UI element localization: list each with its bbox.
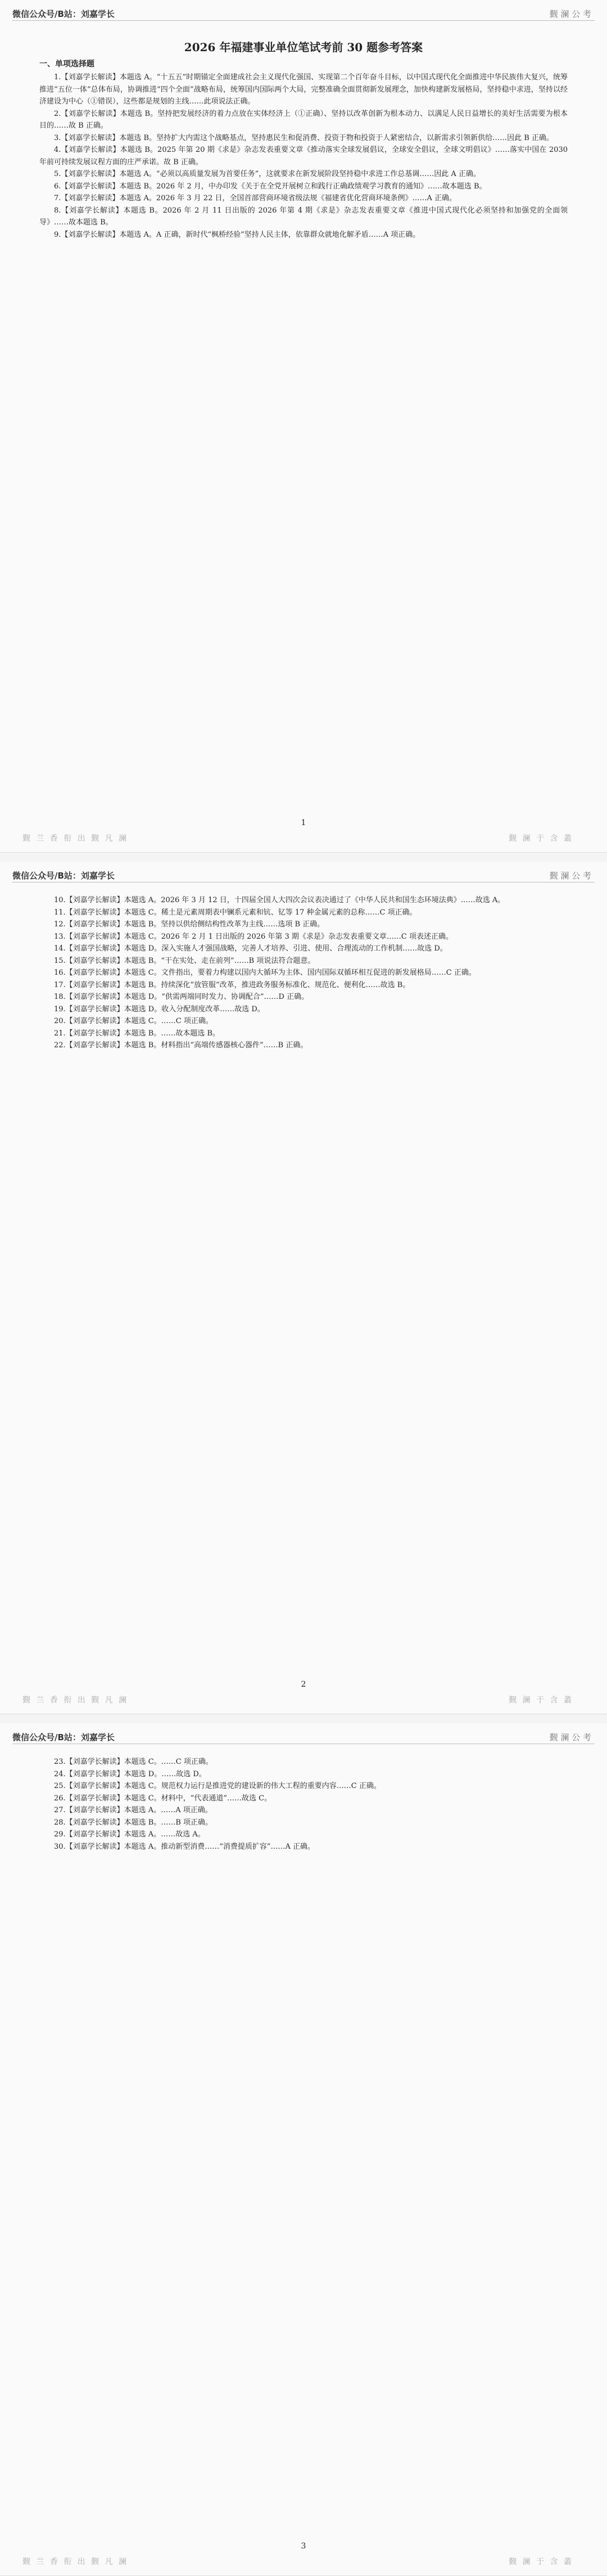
answer-paragraph: 13.【刘嘉学长解读】本题选 C。2026 年 2 月 1 日出版的 2026 年第 3 期《求是》杂志发表重要文章……C 项表述正确。 (54, 932, 454, 941)
answer-paragraph: 18.【刘嘉学长解读】本题选 D。“供需两端同时发力、协调配合”……D 正确。 (54, 993, 309, 1001)
footer-right: 觐 澜 于 含 叢 (509, 834, 573, 843)
answer-paragraph: 26.【刘嘉学长解读】本题选 C。材料中，“代表通道”……故选 C。 (54, 1794, 272, 1803)
answer-paragraph: 8.【刘嘉学长解读】本题选 B。2026 年 2 月 11 日出版的 2026 年第 4 期《求是》杂志发表重要文章《推进中国式现代化必须坚持和加强党的全面领导》……故本题选 B。 (39, 206, 568, 227)
answer-paragraph: 16.【刘嘉学长解读】本题选 C。文件指出，要着力构建以国内大循环为主体、国内国际双循环相互促进的新发展格局……C 正确。 (54, 969, 476, 977)
footer-right: 觐 澜 于 含 叢 (509, 2557, 573, 2566)
page-number: 3 (301, 2542, 306, 2551)
header-right: 觐 澜 公 考 (549, 871, 591, 881)
page-number: 2 (301, 1680, 306, 1689)
answer-paragraph: 29.【刘嘉学长解读】本题选 A。……故选 A。 (54, 1830, 205, 1839)
page-2 (0, 862, 607, 1714)
page-1 (0, 0, 607, 853)
answer-paragraph: 7.【刘嘉学长解读】本题选 A。2026 年 3 月 22 日，全国首部营商环境省级法规《福建省优化营商环境条例》……A 正确。 (54, 194, 457, 202)
footer-left: 觐 兰 香 衔 出 觐 凡 澜 (22, 834, 129, 843)
section-heading: 一、单项选择题 (39, 60, 94, 69)
answer-paragraph: 19.【刘嘉学长解读】本题选 D。收入分配制度改革……故选 D。 (54, 1005, 265, 1014)
answer-paragraph: 3.【刘嘉学长解读】本题选 B。坚持扩大内需这个战略基点，坚持惠民生和促消费、投资于物和投资于人紧密结合，以新需求引领新供给……因此 B 正确。 (54, 133, 554, 142)
answer-paragraph: 30.【刘嘉学长解读】本题选 A。推动新型消费……“消费提质扩容”……A 正确。 (54, 1842, 315, 1851)
answer-paragraph: 25.【刘嘉学长解读】本题选 C。规范权力运行是推进党的建设新的伟大工程的重要内容……C 正确。 (54, 1782, 381, 1790)
answer-paragraph: 21.【刘嘉学长解读】本题选 B。……故本题选 B。 (54, 1029, 220, 1038)
header-left: 微信公众号/B站：刘嘉学长 (12, 1732, 115, 1742)
header-divider (12, 20, 595, 21)
answer-paragraph: 24.【刘嘉学长解读】本题选 D。……故选 D。 (54, 1769, 206, 1778)
page-number: 1 (301, 818, 306, 827)
answer-paragraph: 4.【刘嘉学长解读】本题选 B。2025 年第 20 期《求是》杂志发表重要文章《推动落实全球发展倡议，全球安全倡议，全球文明倡议》……落实中国在 2030 年前可持续发展议程方面的庄严承诺。故 B 正确。 (39, 146, 568, 166)
answer-paragraph: 9.【刘嘉学长解读】本题选 A。A 正确，新时代“枫桥经验”坚持人民主体，依靠群众就地化解矛盾……A 项正确。 (54, 230, 420, 239)
answer-paragraph: 28.【刘嘉学长解读】本题选 B。……B 项正确。 (54, 1818, 213, 1827)
answer-paragraph: 20.【刘嘉学长解读】本题选 C。……C 项正确。 (54, 1017, 213, 1025)
header-left: 微信公众号/B站：刘嘉学长 (12, 9, 115, 19)
answer-paragraph: 27.【刘嘉学长解读】本题选 A。……A 项正确。 (54, 1806, 212, 1814)
answer-paragraph: 22.【刘嘉学长解读】本题选 B。材料指出“高端传感器核心器件”……B 正确。 (54, 1041, 308, 1050)
answer-paragraph: 2.【刘嘉学长解读】本题选 B。坚持把发展经济的着力点放在实体经济上（①正确）、坚持以改革创新为根本动力、以满足人民日益增长的美好生活需要为根本目的……故 B 正确。 (39, 109, 568, 130)
answer-paragraph: 23.【刘嘉学长解读】本题选 C。……C 项正确。 (54, 1758, 213, 1766)
answer-paragraph: 11.【刘嘉学长解读】本题选 C。稀土是元素周期表中镧系元素和钪、钇等 17 种金属元素的总称……C 项正确。 (54, 908, 417, 917)
answer-paragraph: 10.【刘嘉学长解读】本题选 A。2026 年 3 月 12 日，十四届全国人大四次会议表决通过了《中华人民共和国生态环境法典》……故选 A。 (54, 896, 505, 904)
header-left: 微信公众号/B站：刘嘉学长 (12, 871, 115, 881)
answer-paragraph: 1.【刘嘉学长解读】本题选 A。“十五五”时期锚定全面建成社会主义现代化强国、实现第二个百年奋斗目标，以中国式现代化全面推进中华民族伟大复兴，统筹推进“五位一体”总体布局，协调推进“四个全面”战略布局，统筹国内国际两个大局，完整准确全面贯彻新发展理念，加快构建新发展格局，坚持稳中求进，坚持以经济建设为中心（①错误），这些都是规划的主线……此项说法正确。 (39, 73, 568, 106)
footer-left: 觐 兰 香 衔 出 觐 凡 澜 (22, 2557, 129, 2566)
document-title: 2026 年福建事业单位笔试考前 30 题参考答案 (184, 40, 423, 54)
answer-paragraph: 17.【刘嘉学长解读】本题选 B。持续深化“放管服”改革，推进政务服务标准化、规范化、便利化……故选 B。 (54, 980, 410, 989)
answer-paragraph: 12.【刘嘉学长解读】本题选 B。坚持以供给侧结构性改革为主线……选项 B 正确。 (54, 920, 325, 929)
footer-right: 觐 澜 于 含 叢 (509, 1696, 573, 1705)
header-right: 觐 澜 公 考 (549, 9, 591, 19)
answer-paragraph: 14.【刘嘉学长解读】本题选 D。深入实施人才强国战略，完善人才培养、引进、使用、合理流动的工作机制……故选 D。 (54, 944, 447, 953)
header-right: 觐 澜 公 考 (549, 1732, 591, 1742)
page-3 (0, 1723, 607, 2576)
answer-paragraph: 6.【刘嘉学长解读】本题选 B。2026 年 2 月，中办印发《关于在全党开展树立和践行正确政绩观学习教育的通知》……故本题选 B。 (54, 182, 487, 191)
answer-paragraph: 5.【刘嘉学长解读】本题选 A。“必须以高质量发展为首要任务”，这就要求在新发展阶段坚持稳中求进工作总基调……因此 A 正确。 (54, 170, 481, 178)
answer-paragraph: 15.【刘嘉学长解读】本题选 B。“干在实处、走在前列”……B 项说法符合题意。 (54, 956, 315, 965)
footer-left: 觐 兰 香 衔 出 觐 凡 澜 (22, 1696, 129, 1705)
